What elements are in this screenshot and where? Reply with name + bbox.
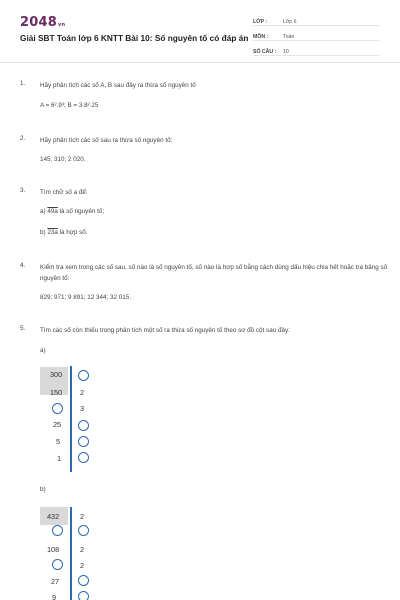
blank-circle[interactable] [78,436,89,447]
dividend-number: 5 [56,437,61,446]
blank-circle[interactable] [52,525,63,536]
meta-label: LỚP : [253,19,268,25]
dividend-number: 108 [47,545,60,554]
question-3-part-b: b) 23a là hợp số. [40,229,88,236]
question-number: 1. [20,80,26,87]
blank-circle[interactable] [78,420,89,431]
question-text: Tìm các số còn thiếu trong phân tích một số ra thừa số nguyên tố theo sơ đồ cột sau đây: [40,327,290,334]
dividend-number: 27 [51,577,60,586]
blank-circle[interactable] [78,370,89,381]
meta-value: Lớp 6 [283,19,297,25]
blank-circle[interactable] [78,525,89,536]
division-line [70,366,72,472]
question-text: Hãy phân tích các số A, B sau đây ra thừa số nguyên tố [40,82,196,89]
dividend-number: 150 [50,388,63,397]
info-panel [253,15,380,60]
question-4-numbers: 829; 971; 9 891; 12 344; 32 015. [40,294,132,301]
page-title: Giải SBT Toán lớp 6 KNTT Bài 10: Số nguyên tố có đáp án [20,33,249,43]
question-number: 4. [20,262,26,269]
meta-value: Toán [283,34,295,40]
meta-row-subject [253,30,380,41]
site-logo[interactable]: 2048vn [20,15,66,30]
overlined-number: 49a [47,208,58,215]
meta-label: MÔN : [253,34,269,40]
prime-factor: 2 [80,545,85,554]
blank-circle[interactable] [78,575,89,586]
blank-circle[interactable] [78,591,89,600]
prime-factor: 3 [80,404,85,413]
dividend-number: 300 [50,370,63,379]
prime-factor: 2 [80,512,85,521]
dividend-number: 25 [53,420,62,429]
division-line [70,507,72,600]
factor-diagram-a [36,364,106,474]
question-3-part-a: a) 49a là số nguyên tố; [40,208,105,215]
page-header [0,0,400,63]
blank-circle[interactable] [52,559,63,570]
overlined-number: 23a [47,229,58,236]
meta-value: 10 [283,49,289,55]
question-5-part-a-label: a) [40,347,46,354]
question-text: Tìm chữ số a để: [40,189,88,196]
question-text: Kiểm tra xem trong các số sau, số nào là số nguyên tố, số nào là hợp số bằng cách dùng dấu hiệu chia hết hoặc tra bảng số nguyên tố: [40,264,388,282]
question-5-part-b-label: b) [40,486,46,493]
question-number: 2. [20,135,26,142]
question-2-numbers: 145; 310; 2 020. [40,156,86,163]
question-number: 5. [20,325,26,332]
meta-label: SỐ CÂU : [253,49,277,55]
meta-row-count [253,45,380,56]
prime-factor: 2 [80,561,85,570]
question-text: Hãy phân tích các số sau ra thừa số nguyên tố: [40,137,173,144]
blank-circle[interactable] [78,452,89,463]
dividend-number: 9 [52,593,57,600]
factor-diagram-b [36,505,106,600]
prime-factor: 2 [80,388,85,397]
dividend-number: 1 [57,454,62,463]
question-number: 3. [20,187,26,194]
meta-row-grade [253,15,380,26]
question-1-expression: A = 6².9³; B = 3.8².25 [40,102,99,109]
blank-circle[interactable] [52,403,63,414]
dividend-number: 432 [47,512,60,521]
